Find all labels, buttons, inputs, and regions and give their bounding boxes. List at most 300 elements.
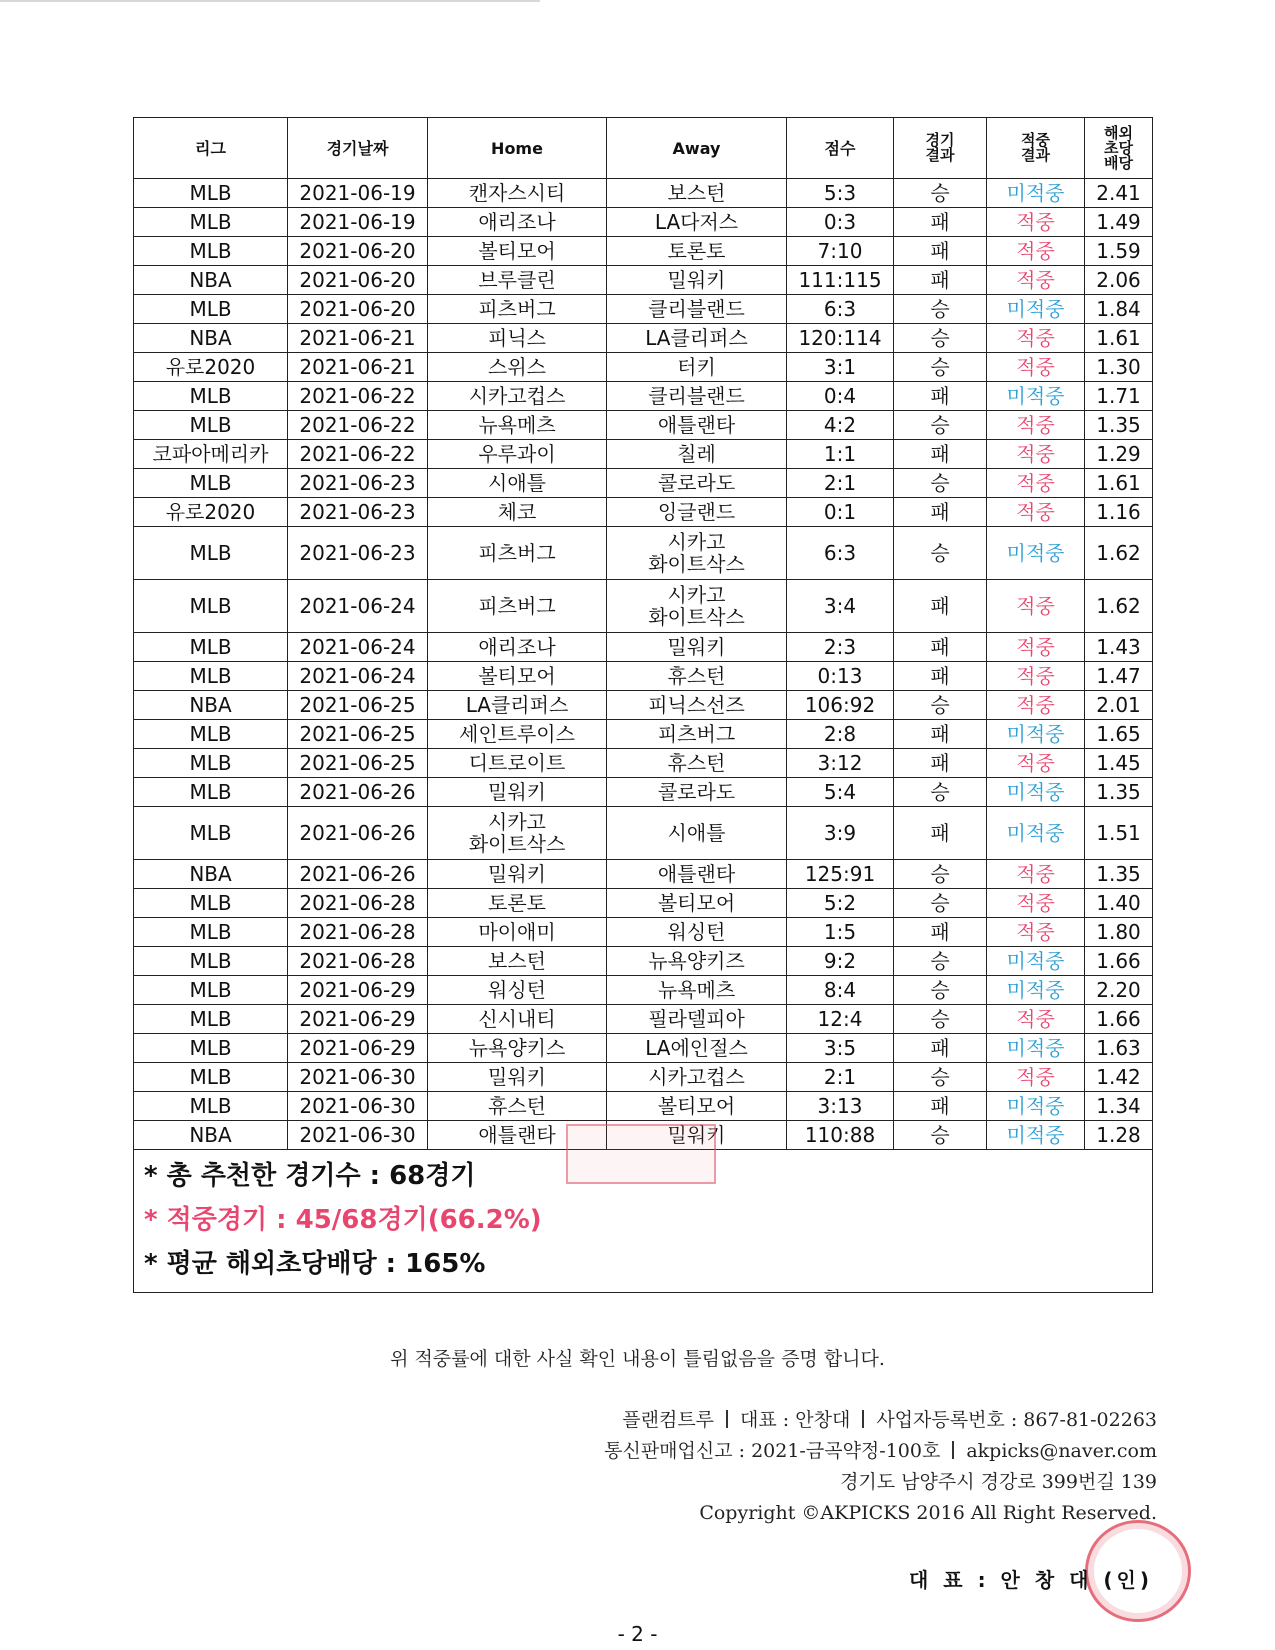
cell-odds: 1.47 [1085, 662, 1153, 691]
cell-result: 승 [894, 947, 987, 976]
cell-result: 승 [894, 1063, 987, 1092]
cell-score: 3:9 [787, 807, 894, 860]
cell-away-line: 시카고 [667, 583, 726, 607]
footer-separator [862, 1410, 864, 1428]
cell-away [607, 527, 787, 580]
cell-result: 승 [894, 295, 987, 324]
table-row [134, 324, 1153, 353]
cell-hit: 미적중 [987, 976, 1085, 1005]
table-row [134, 633, 1153, 662]
cell-away: LA에인절스 [607, 1034, 787, 1063]
cell-score: 7:10 [787, 237, 894, 266]
cell-hit: 적중 [987, 353, 1085, 382]
header-odds-line: 배당 [1104, 153, 1133, 172]
cell-result: 승 [894, 179, 987, 208]
cell-result: 패 [894, 918, 987, 947]
cell-score: 2:1 [787, 469, 894, 498]
cell-score: 3:5 [787, 1034, 894, 1063]
header-away: Away [607, 118, 787, 179]
cell-date: 2021-06-22 [288, 440, 428, 469]
cell-home: 뉴욕메츠 [428, 411, 607, 440]
cell-home: 애틀랜타 [428, 1121, 607, 1150]
header-odds-line: 해외 [1104, 123, 1133, 142]
cell-score: 0:1 [787, 498, 894, 527]
cell-league: MLB [134, 208, 288, 237]
cell-league: MLB [134, 1005, 288, 1034]
cell-date: 2021-06-28 [288, 947, 428, 976]
cell-result: 패 [894, 662, 987, 691]
cell-odds: 2.01 [1085, 691, 1153, 720]
cell-home: 밀워키 [428, 778, 607, 807]
cell-away: 클리블랜드 [607, 295, 787, 324]
cell-league: MLB [134, 889, 288, 918]
table-row [134, 749, 1153, 778]
cell-league: NBA [134, 266, 288, 295]
cell-hit: 적중 [987, 469, 1085, 498]
cell-score: 0:3 [787, 208, 894, 237]
cell-home: 볼티모어 [428, 662, 607, 691]
cell-date: 2021-06-29 [288, 1034, 428, 1063]
cell-score: 3:12 [787, 749, 894, 778]
cell-hit: 적중 [987, 889, 1085, 918]
table-row [134, 807, 1153, 860]
cell-date: 2021-06-19 [288, 208, 428, 237]
cell-hit: 미적중 [987, 1121, 1085, 1150]
cell-result: 패 [894, 633, 987, 662]
cell-score: 0:13 [787, 662, 894, 691]
cell-date: 2021-06-20 [288, 237, 428, 266]
cell-home: 워싱턴 [428, 976, 607, 1005]
cell-result: 패 [894, 720, 987, 749]
table-row [134, 527, 1153, 580]
cell-home: 밀워키 [428, 1063, 607, 1092]
table-row [134, 440, 1153, 469]
cell-away: 뉴욕양키즈 [607, 947, 787, 976]
cell-away: 피닉스선즈 [607, 691, 787, 720]
cell-home: 브루클린 [428, 266, 607, 295]
cell-odds: 1.29 [1085, 440, 1153, 469]
cell-league: MLB [134, 527, 288, 580]
cell-home: 피츠버그 [428, 527, 607, 580]
cell-league: MLB [134, 411, 288, 440]
cell-league: MLB [134, 633, 288, 662]
cell-home: 애리조나 [428, 633, 607, 662]
table-row [134, 411, 1153, 440]
cell-away: 밀워키 [607, 1121, 787, 1150]
cell-home: 밀워키 [428, 860, 607, 889]
cell-home: 피츠버그 [428, 295, 607, 324]
cell-score: 2:8 [787, 720, 894, 749]
table-row [134, 179, 1153, 208]
header-home: Home [428, 118, 607, 179]
table-row [134, 860, 1153, 889]
cell-date: 2021-06-30 [288, 1121, 428, 1150]
cell-result: 패 [894, 237, 987, 266]
cell-date: 2021-06-24 [288, 633, 428, 662]
cell-home: 체코 [428, 498, 607, 527]
cell-date: 2021-06-28 [288, 889, 428, 918]
cell-result: 패 [894, 208, 987, 237]
footer-separator [952, 1441, 954, 1459]
cell-odds: 1.62 [1085, 580, 1153, 633]
cell-result: 패 [894, 1092, 987, 1121]
cell-date: 2021-06-21 [288, 353, 428, 382]
cell-hit: 미적중 [987, 720, 1085, 749]
cell-result: 승 [894, 527, 987, 580]
cell-away: 뉴욕메츠 [607, 976, 787, 1005]
cell-league: NBA [134, 324, 288, 353]
cell-home: 우루과이 [428, 440, 607, 469]
cell-hit: 적중 [987, 498, 1085, 527]
cell-league: 코파아메리카 [134, 440, 288, 469]
cell-odds: 2.20 [1085, 976, 1153, 1005]
cell-result: 승 [894, 324, 987, 353]
footer-company: 플랜컴트루 [622, 1409, 715, 1431]
cell-odds: 1.61 [1085, 469, 1153, 498]
cell-hit: 적중 [987, 1005, 1085, 1034]
cell-away-line: 화이트삭스 [648, 605, 745, 629]
cell-away: 터키 [607, 353, 787, 382]
cell-away: 피츠버그 [607, 720, 787, 749]
cell-hit: 적중 [987, 662, 1085, 691]
cell-result: 패 [894, 749, 987, 778]
cell-away: 칠레 [607, 440, 787, 469]
footer-email: akpicks@naver.com [966, 1440, 1157, 1462]
cell-score: 1:5 [787, 918, 894, 947]
cell-away: 볼티모어 [607, 889, 787, 918]
cell-date: 2021-06-26 [288, 778, 428, 807]
cell-score: 106:92 [787, 691, 894, 720]
table-body [134, 179, 1153, 1150]
cell-odds: 1.45 [1085, 749, 1153, 778]
cell-league: MLB [134, 947, 288, 976]
cell-away [607, 580, 787, 633]
results-table [133, 117, 1153, 1293]
table-row [134, 208, 1153, 237]
cell-home: 피츠버그 [428, 580, 607, 633]
cell-date: 2021-06-25 [288, 691, 428, 720]
cell-away: LA클리퍼스 [607, 324, 787, 353]
cell-date: 2021-06-30 [288, 1092, 428, 1121]
cell-odds: 1.84 [1085, 295, 1153, 324]
cell-home: 스위스 [428, 353, 607, 382]
cell-result: 패 [894, 580, 987, 633]
cell-hit: 적중 [987, 918, 1085, 947]
cell-odds: 1.61 [1085, 324, 1153, 353]
cell-away-line: 화이트삭스 [648, 552, 745, 576]
header-game-result [894, 118, 987, 179]
cell-date: 2021-06-24 [288, 662, 428, 691]
cell-away: 휴스턴 [607, 662, 787, 691]
cell-result: 패 [894, 498, 987, 527]
cell-date: 2021-06-20 [288, 295, 428, 324]
cell-odds: 1.51 [1085, 807, 1153, 860]
footer-line-1 [604, 1405, 1157, 1436]
cell-league: MLB [134, 778, 288, 807]
table-row [134, 266, 1153, 295]
cell-score: 0:4 [787, 382, 894, 411]
cell-odds: 1.35 [1085, 860, 1153, 889]
cell-date: 2021-06-23 [288, 527, 428, 580]
cell-score: 5:2 [787, 889, 894, 918]
cell-result: 패 [894, 266, 987, 295]
footer-mail-order: 통신판매업신고 : 2021-금곡약정-100호 [604, 1440, 941, 1462]
cell-date: 2021-06-26 [288, 807, 428, 860]
cell-result: 승 [894, 1121, 987, 1150]
cell-score: 110:88 [787, 1121, 894, 1150]
cell-score: 6:3 [787, 527, 894, 580]
cell-home: 보스턴 [428, 947, 607, 976]
cell-result: 패 [894, 440, 987, 469]
stamp-seal-mid [566, 1124, 716, 1184]
cell-home: 휴스턴 [428, 1092, 607, 1121]
cell-date: 2021-06-26 [288, 860, 428, 889]
cell-home [428, 807, 607, 860]
company-footer [604, 1405, 1157, 1529]
cell-home: 애리조나 [428, 208, 607, 237]
cell-hit: 미적중 [987, 947, 1085, 976]
cell-league: MLB [134, 580, 288, 633]
cell-result: 승 [894, 469, 987, 498]
cell-away: 밀워키 [607, 266, 787, 295]
cell-odds: 1.71 [1085, 382, 1153, 411]
cell-away: 밀워키 [607, 633, 787, 662]
cell-result: 승 [894, 860, 987, 889]
cell-league: MLB [134, 179, 288, 208]
cell-odds: 1.66 [1085, 947, 1153, 976]
cell-result: 승 [894, 889, 987, 918]
cell-away: 필라델피아 [607, 1005, 787, 1034]
cell-hit: 적중 [987, 1063, 1085, 1092]
header-score: 점수 [787, 118, 894, 179]
cell-date: 2021-06-23 [288, 498, 428, 527]
header-row [134, 118, 1153, 179]
cell-league: MLB [134, 720, 288, 749]
cell-hit: 미적중 [987, 295, 1085, 324]
cell-away: 볼티모어 [607, 1092, 787, 1121]
certification-text: 위 적중률에 대한 사실 확인 내용이 틀림없음을 증명 합니다. [390, 1348, 885, 1370]
cell-score: 120:114 [787, 324, 894, 353]
cell-away: 시애틀 [607, 807, 787, 860]
header-date: 경기날짜 [288, 118, 428, 179]
cell-league: MLB [134, 382, 288, 411]
cell-odds: 1.42 [1085, 1063, 1153, 1092]
table-row [134, 353, 1153, 382]
cell-score: 6:3 [787, 295, 894, 324]
footer-copyright: Copyright ©AKPICKS 2016 All Right Reserved. [699, 1502, 1157, 1524]
table-row [134, 1092, 1153, 1121]
cell-hit: 적중 [987, 633, 1085, 662]
cell-away: 보스턴 [607, 179, 787, 208]
cell-odds: 1.40 [1085, 889, 1153, 918]
cell-hit: 미적중 [987, 382, 1085, 411]
table-row [134, 889, 1153, 918]
cell-home: 시애틀 [428, 469, 607, 498]
cell-league: MLB [134, 749, 288, 778]
cell-away: 콜로라도 [607, 469, 787, 498]
top-rule [0, 0, 540, 2]
cell-away: 토론토 [607, 237, 787, 266]
cell-odds: 1.62 [1085, 527, 1153, 580]
footer-separator [726, 1410, 728, 1428]
table-row [134, 662, 1153, 691]
table-row [134, 1005, 1153, 1034]
cell-league: NBA [134, 1121, 288, 1150]
cell-away: 시카고컵스 [607, 1063, 787, 1092]
cell-home-line: 화이트삭스 [468, 832, 566, 856]
footer-ceo: 대표 : 안창대 [740, 1409, 851, 1431]
header-hit-result [987, 118, 1085, 179]
cell-league: MLB [134, 662, 288, 691]
cell-home-line: 시카고 [488, 810, 546, 834]
cell-result: 승 [894, 691, 987, 720]
cell-odds: 1.35 [1085, 411, 1153, 440]
cell-hit: 적중 [987, 580, 1085, 633]
cell-odds: 2.41 [1085, 179, 1153, 208]
cell-date: 2021-06-22 [288, 411, 428, 440]
cell-hit: 적중 [987, 691, 1085, 720]
cell-league: NBA [134, 691, 288, 720]
cell-date: 2021-06-23 [288, 469, 428, 498]
cell-date: 2021-06-24 [288, 580, 428, 633]
page-number: - 2 - [617, 1622, 658, 1646]
cell-away: 워싱턴 [607, 918, 787, 947]
cell-home: LA클리퍼스 [428, 691, 607, 720]
table-row [134, 918, 1153, 947]
table-row [134, 778, 1153, 807]
cell-hit: 적중 [987, 749, 1085, 778]
header-game-result-line: 경기 [925, 131, 955, 149]
cell-hit: 적중 [987, 266, 1085, 295]
cell-score: 8:4 [787, 976, 894, 1005]
cell-score: 125:91 [787, 860, 894, 889]
cell-date: 2021-06-25 [288, 749, 428, 778]
cell-odds: 1.65 [1085, 720, 1153, 749]
cell-score: 3:13 [787, 1092, 894, 1121]
cell-result: 패 [894, 807, 987, 860]
cell-hit: 적중 [987, 411, 1085, 440]
cell-odds: 1.63 [1085, 1034, 1153, 1063]
cell-away: 애틀랜타 [607, 860, 787, 889]
cell-score: 12:4 [787, 1005, 894, 1034]
cell-hit: 미적중 [987, 527, 1085, 580]
cell-date: 2021-06-25 [288, 720, 428, 749]
cell-score: 4:2 [787, 411, 894, 440]
cell-hit: 적중 [987, 860, 1085, 889]
cell-score: 5:4 [787, 778, 894, 807]
cell-date: 2021-06-29 [288, 1005, 428, 1034]
cell-league: MLB [134, 1063, 288, 1092]
cell-score: 3:1 [787, 353, 894, 382]
cell-league: MLB [134, 295, 288, 324]
cell-hit: 미적중 [987, 1092, 1085, 1121]
representative-signature: 대 표 : 안 창 대 (인) [909, 1568, 1153, 1592]
cell-away: 클리블랜드 [607, 382, 787, 411]
footer-line-2 [604, 1436, 1157, 1467]
cell-odds: 1.35 [1085, 778, 1153, 807]
cell-hit: 적중 [987, 440, 1085, 469]
table-row [134, 295, 1153, 324]
table-row [134, 691, 1153, 720]
cell-date: 2021-06-30 [288, 1063, 428, 1092]
cell-away-line: 시카고 [667, 530, 726, 554]
summary-avg-odds: * 평균 해외초당배당 : 165% [144, 1249, 486, 1279]
table-row [134, 469, 1153, 498]
cell-date: 2021-06-21 [288, 324, 428, 353]
cell-hit: 적중 [987, 324, 1085, 353]
cell-score: 9:2 [787, 947, 894, 976]
cell-result: 승 [894, 411, 987, 440]
cell-home: 피닉스 [428, 324, 607, 353]
cell-league: MLB [134, 1092, 288, 1121]
summary-total: * 총 추천한 경기수 : 68경기 [144, 1161, 476, 1191]
cell-result: 승 [894, 353, 987, 382]
cell-odds: 1.28 [1085, 1121, 1153, 1150]
cell-score: 111:115 [787, 266, 894, 295]
header-hit-result-line: 결과 [1021, 146, 1050, 164]
cell-odds: 1.59 [1085, 237, 1153, 266]
table-row [134, 237, 1153, 266]
table-row [134, 1063, 1153, 1092]
header-odds-line: 초당 [1104, 138, 1133, 157]
cell-score: 2:1 [787, 1063, 894, 1092]
cell-hit: 미적중 [987, 778, 1085, 807]
cell-away: 휴스턴 [607, 749, 787, 778]
cell-odds: 1.16 [1085, 498, 1153, 527]
cell-league: MLB [134, 237, 288, 266]
cell-home: 시카고컵스 [428, 382, 607, 411]
cell-score: 1:1 [787, 440, 894, 469]
cell-league: 유로2020 [134, 498, 288, 527]
table-row [134, 382, 1153, 411]
cell-home: 토론토 [428, 889, 607, 918]
cell-hit: 미적중 [987, 179, 1085, 208]
cell-away: 잉글랜드 [607, 498, 787, 527]
cell-date: 2021-06-22 [288, 382, 428, 411]
cell-hit: 미적중 [987, 807, 1085, 860]
cell-result: 승 [894, 976, 987, 1005]
cell-score: 5:3 [787, 179, 894, 208]
cell-hit: 미적중 [987, 1034, 1085, 1063]
summary-hits: * 적중경기 : 45/68경기(66.2%) [144, 1205, 542, 1235]
cell-home: 디트로이트 [428, 749, 607, 778]
header-game-result-line: 결과 [925, 146, 955, 164]
header-league: 리그 [134, 118, 288, 179]
cell-odds: 1.49 [1085, 208, 1153, 237]
cell-date: 2021-06-20 [288, 266, 428, 295]
footer-biz-no: 사업자등록번호 : 867-81-02263 [876, 1409, 1157, 1431]
cell-away: LA다저스 [607, 208, 787, 237]
cell-away: 애틀랜타 [607, 411, 787, 440]
cell-home: 세인트루이스 [428, 720, 607, 749]
cell-league: 유로2020 [134, 353, 288, 382]
table-row [134, 498, 1153, 527]
cell-home: 마이애미 [428, 918, 607, 947]
cell-hit: 적중 [987, 237, 1085, 266]
cell-score: 2:3 [787, 633, 894, 662]
cell-result: 승 [894, 778, 987, 807]
cell-score: 3:4 [787, 580, 894, 633]
cell-date: 2021-06-19 [288, 179, 428, 208]
cell-result: 패 [894, 382, 987, 411]
cell-date: 2021-06-29 [288, 976, 428, 1005]
table-row [134, 947, 1153, 976]
header-odds [1085, 118, 1153, 179]
footer-address: 경기도 남양주시 경강로 399번길 139 [840, 1471, 1157, 1493]
cell-home: 볼티모어 [428, 237, 607, 266]
cell-odds: 1.30 [1085, 353, 1153, 382]
cell-away: 콜로라도 [607, 778, 787, 807]
